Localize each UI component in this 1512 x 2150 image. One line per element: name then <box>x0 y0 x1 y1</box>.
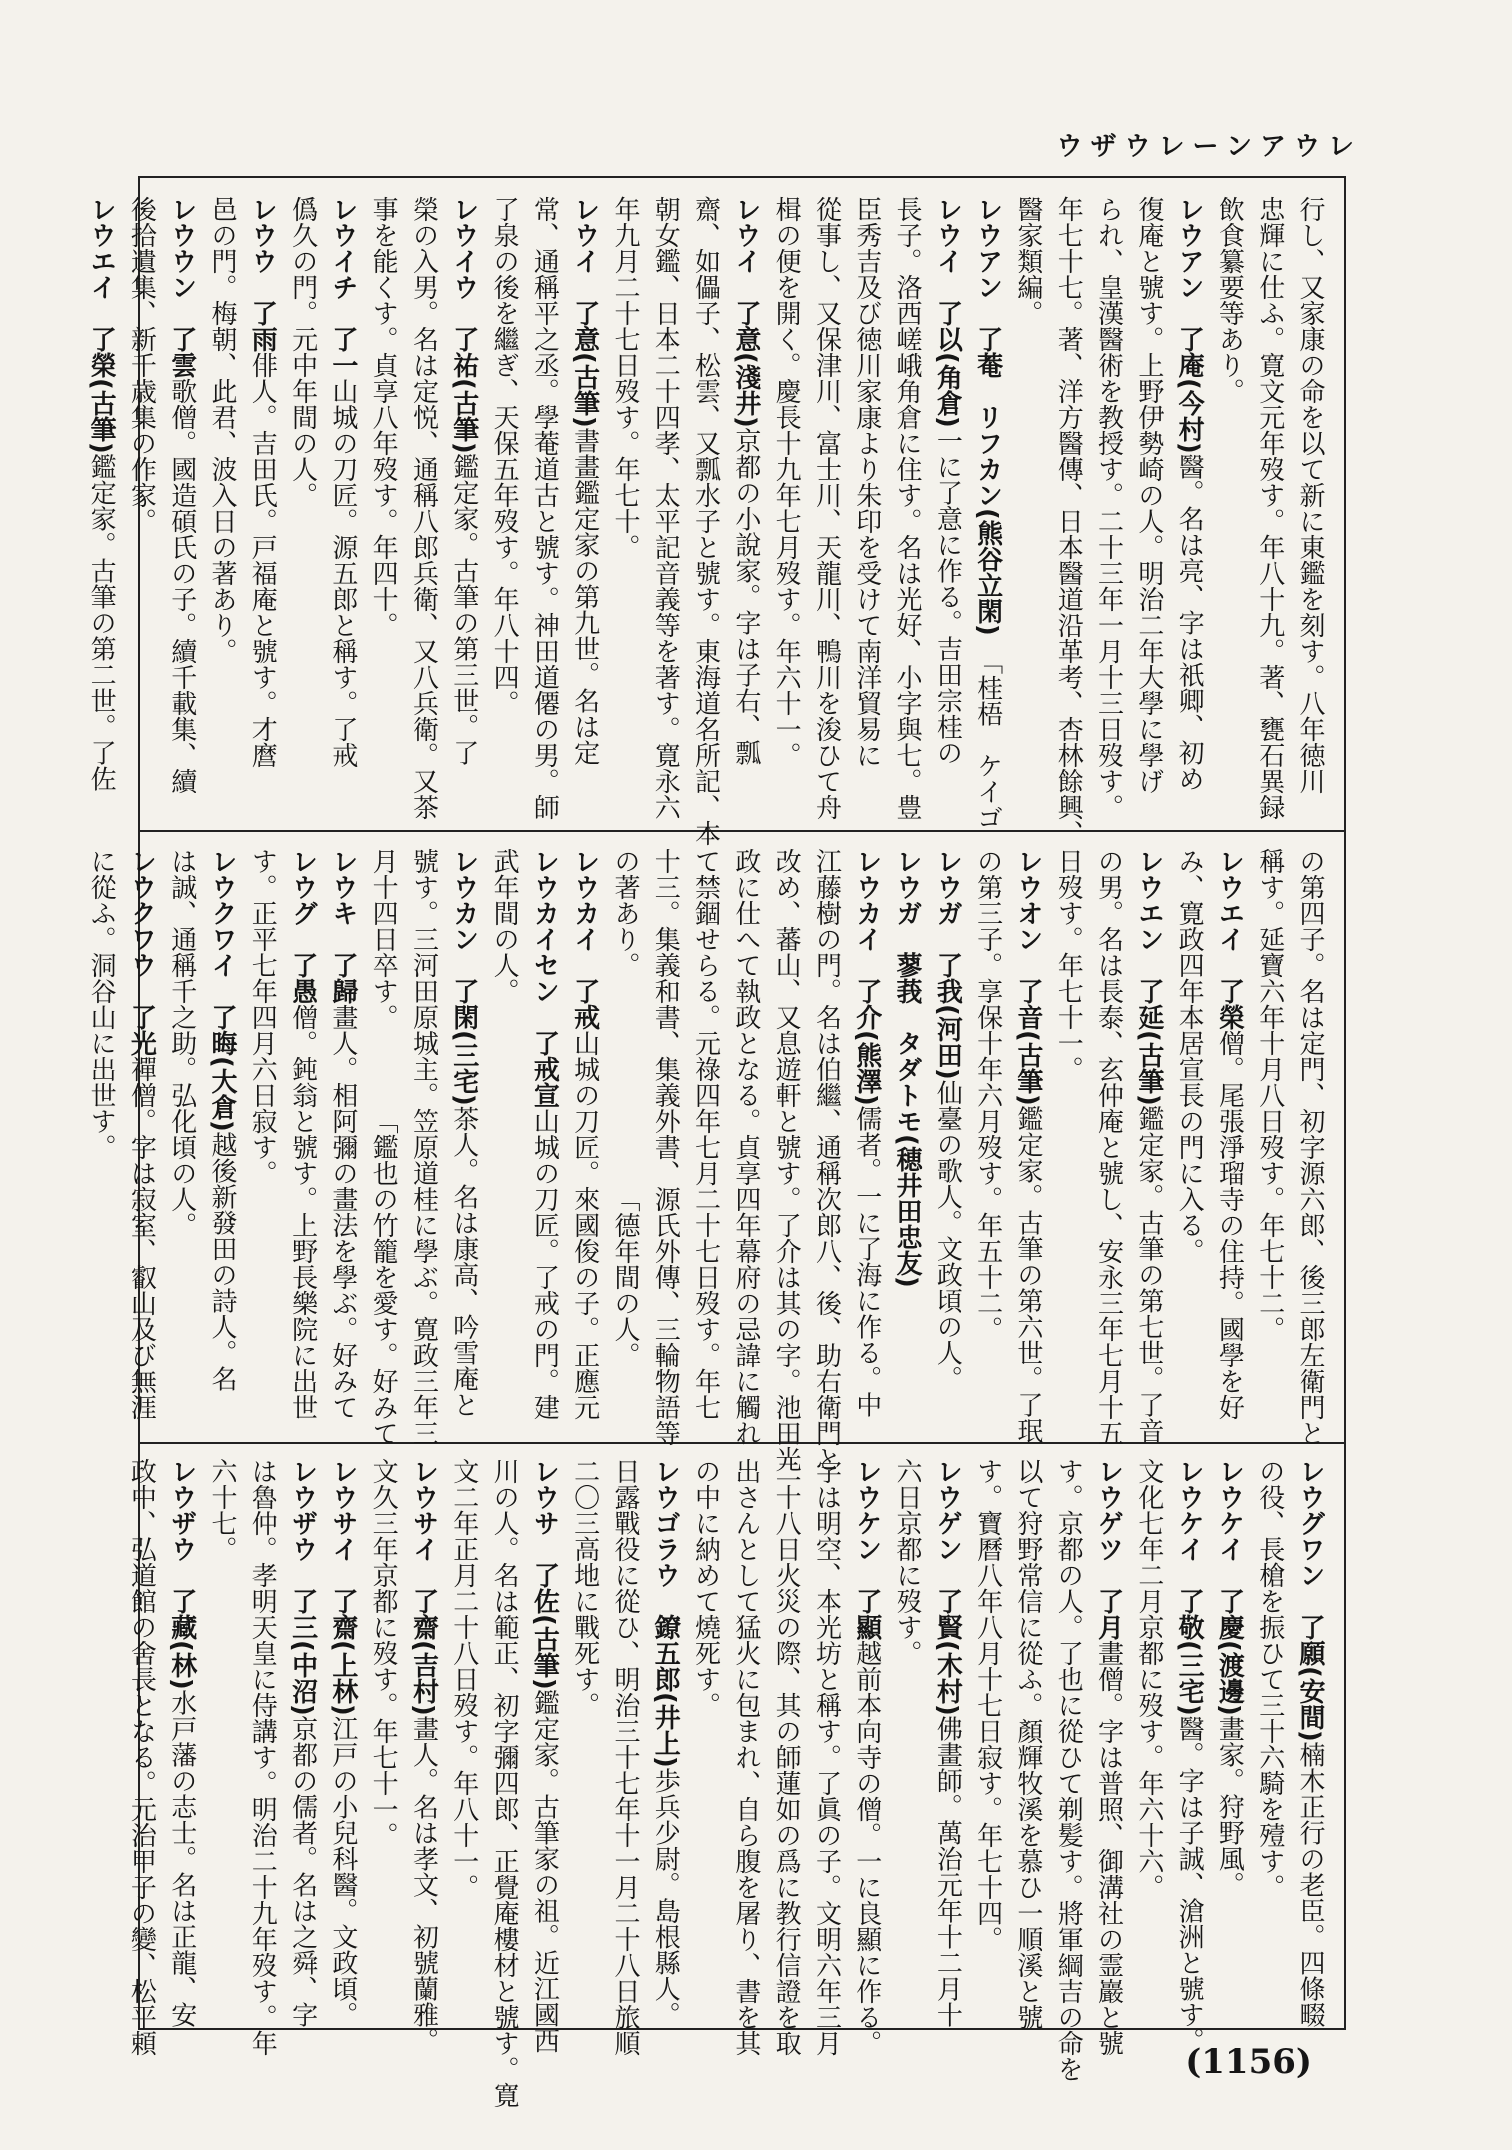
text-column <box>121 1458 161 2056</box>
text-column <box>282 1458 322 2028</box>
entry-headword: レウケン 了顯 <box>851 1458 882 1640</box>
text-column <box>1048 1458 1088 2082</box>
text-column <box>1048 848 1088 1426</box>
entry-text: 鑑定家。古筆の第六世。了珉 <box>1012 1105 1043 1444</box>
text-column <box>967 196 1007 831</box>
entry-text: の第四子。名は定門、初字源六郎、後三郎左衛門と <box>1295 848 1325 1446</box>
entry-headword: レウサイ 了齋(吉村) <box>408 1458 439 1716</box>
entry-text: の中に納めて燒死す。 <box>690 1458 721 1718</box>
text-column <box>242 1458 282 2056</box>
entry-headword: レウザウ 了藏(林) <box>166 1458 197 1690</box>
entry-headword: レウイ 了意(淺井) <box>730 196 761 428</box>
text-column <box>967 848 1007 1426</box>
entry-text: 月十四日卒す。 「鑑也の竹籠を愛す。好みて <box>368 848 399 1446</box>
entry-text: 「桂梧 ケイゴ <box>972 635 1003 831</box>
entry-text: 以て狩野常信に從ふ。顏輝牧溪を慕ひ一順溪と號 <box>1012 1458 1043 2030</box>
text-column <box>524 196 564 820</box>
text-column <box>1048 196 1088 846</box>
text-column <box>887 848 927 1426</box>
entry-text: 禪僧。字は寂室、叡山及び無涯 <box>126 1056 157 1420</box>
text-column <box>806 196 846 820</box>
entry-text: 號す。三河田原城主。笠原道桂に學ぶ。寛政三年三 <box>408 848 439 1446</box>
text-column <box>323 848 363 1426</box>
entry-text: に從ふ。洞谷山に出世す。 <box>86 848 117 1160</box>
text-column <box>927 196 967 814</box>
text-column <box>1290 1458 1330 2028</box>
text-column <box>1129 196 1169 814</box>
text-column <box>443 848 483 1426</box>
entry-text: 京都の小說家。字は子右、瓢 <box>730 427 761 766</box>
entry-text: 楠木正行の老臣。四條畷 <box>1295 1741 1325 2028</box>
entry-text: 僧。尾張淨瑠寺の住持。國學を好 <box>1214 1030 1245 1420</box>
entry-text: て禁錮せらる。元祿四年七月二十七日歿す。年七 <box>690 848 721 1420</box>
entry-text: の役、長槍を振ひて三十六騎を殪す。 <box>1254 1458 1285 1900</box>
entry-text: 從事し、又保津川、富士川、天龍川、鴨川を浚ひて舟 <box>811 196 842 820</box>
text-column <box>81 848 121 1426</box>
entry-headword: レウサ 了佐(古筆) <box>529 1458 560 1690</box>
entry-text: 二〇三高地に戰死す。 <box>569 1458 600 1718</box>
text-column <box>564 848 604 1426</box>
entry-text: 六日京都に歿す。 <box>892 1458 923 1666</box>
entry-text: 水戸藩の志士。名は正龍、安 <box>166 1689 197 2028</box>
entry-headword: レウグ 了愚 <box>287 848 318 1004</box>
text-column <box>1290 848 1330 1446</box>
text-column <box>1008 1458 1048 2030</box>
entry-text: 畫家。狩野風。 <box>1214 1715 1245 1898</box>
entry-text: 出さんとして猛火に包まれ、自ら腹を屠り、書を其 <box>730 1458 761 2056</box>
text-column <box>81 196 121 814</box>
entry-text: 邑の門。梅朝、此君、波入日の著あり。 <box>206 196 237 664</box>
text-column <box>1088 196 1128 820</box>
text-column <box>1008 196 1048 814</box>
entry-text: 長子。洛西嵯峨角倉に住す。名は光好、小字與七。豊 <box>892 196 923 820</box>
entry-band-middle <box>86 848 1330 1472</box>
entry-text: 年七十七。著、洋方醫傳、日本醫道沿革考、杏林餘興、 <box>1053 196 1084 846</box>
entry-text: 京都の儒者。名は之舜、字 <box>287 1715 318 2028</box>
entry-text: 榮の入男。名は定悦、通稱八郎兵衛、又八兵衛。又茶 <box>408 196 439 820</box>
entry-text: 鑑定家。古筆の第七世。了音 <box>1133 1105 1164 1444</box>
entry-text: 朝女鑑、日本二十四孝、太平記音義等を著す。寛永六 <box>650 196 681 820</box>
text-column <box>242 848 282 1426</box>
text-column <box>282 848 322 1426</box>
text-column <box>1088 1458 1128 2056</box>
entry-headword: レウエイ 了榮 <box>1214 848 1245 1030</box>
entry-text: す。正平七年四月六日寂す。 <box>247 848 278 1186</box>
entry-text: 醫。字は子誠、滄洲と號す。 <box>1174 1715 1205 2054</box>
entry-text: 越前本向寺の僧。一に良顯に作る。 <box>851 1640 882 2056</box>
entry-text: 六十七。 <box>206 1458 237 1562</box>
text-column <box>363 848 403 1446</box>
entry-headword: レウエイ 了榮(古筆) <box>86 196 117 454</box>
entry-text: 越後新發田の詩人。名 <box>206 1131 237 1392</box>
text-column <box>363 1458 403 2018</box>
running-header: ウザウレーンアウレ <box>1056 132 1362 162</box>
entry-text: す。寶曆八年八月十七日寂す。年七十四。 <box>972 1458 1003 1952</box>
text-column <box>806 1458 846 2056</box>
text-column <box>645 1458 685 2028</box>
text-column <box>1209 196 1249 814</box>
entry-headword: レウエン 了延(古筆) <box>1133 848 1164 1106</box>
entry-headword: レウカイ 了戒 <box>569 848 600 1030</box>
text-column <box>846 196 886 814</box>
text-column <box>1129 1458 1169 2018</box>
entry-headword: レウサイ 了齋(上林) <box>327 1458 358 1716</box>
text-column <box>564 1458 604 2018</box>
text-column <box>1008 848 1048 1444</box>
page-number: (1156) <box>1185 2042 1312 2082</box>
entry-text: 茶人。名は康高、吟雪庵と <box>448 1105 479 1418</box>
text-column <box>403 1458 443 2054</box>
text-column <box>605 196 645 814</box>
entry-text: 俳人。吉田氏。戸福庵と號す。才麿 <box>247 352 278 768</box>
entry-text: 鑑定家。古筆の第三世。了 <box>448 453 479 766</box>
text-column <box>806 848 846 1472</box>
entry-text: 僧。鈍翁と號す。上野長樂院に出世 <box>287 1004 318 1420</box>
entry-text: 後拾遺集、新千歳集の作家。 <box>126 196 157 534</box>
entry-text: 畫僧。字は普照、御溝社の霊巖と號 <box>1093 1640 1124 2056</box>
entry-text: 文久三年京都に歿す。年七十一。 <box>368 1458 399 1848</box>
text-column <box>605 848 645 1426</box>
entry-text: 楫の便を開く。慶長十九年七月歿す。年六十一。 <box>771 196 802 768</box>
entry-text: 文化七年二月京都に歿す。年六十六。 <box>1133 1458 1164 1900</box>
entry-headword: レウキ 了歸 <box>327 848 358 1004</box>
entry-text: 畫人。相阿彌の畫法を學ぶ。好みて <box>327 1004 358 1420</box>
text-column <box>1169 1458 1209 2054</box>
entry-headword: レウイ 了意(古筆) <box>569 196 600 428</box>
text-column <box>363 196 403 814</box>
text-column <box>202 848 242 1426</box>
text-column <box>887 1458 927 2018</box>
entry-text: 醫。名は亮、字は祇卿、初め <box>1174 453 1205 792</box>
entry-headword: レウガ 了我(河田) <box>932 848 963 1080</box>
text-column <box>202 196 242 814</box>
entry-text: 忠輝に仕ふ。寛文元年歿す。年八十九。著、甕石異録 <box>1254 196 1285 820</box>
text-column <box>484 848 524 1426</box>
text-column <box>726 848 766 1446</box>
text-column <box>564 196 604 814</box>
entry-text: 武年間の人。 <box>489 848 520 1004</box>
entry-text: み、寛政四年本居宣長の門に入る。 <box>1174 848 1205 1264</box>
text-column <box>645 196 685 820</box>
entry-text: 字は明空、本光坊と稱す。了眞の子。文明六年三月 <box>811 1458 842 2056</box>
entry-headword: レウウン 了雲 <box>166 196 197 378</box>
entry-text: 十三。集義和書、集義外書、源氏外傳、三輪物語等 <box>650 848 681 1446</box>
text-column <box>1209 848 1249 1426</box>
entry-text: 復庵と號す。上野伊勢崎の人。明治二年大學に學げ <box>1133 196 1164 794</box>
text-column <box>443 196 483 814</box>
entry-text: 醫家類編。 <box>1012 196 1043 326</box>
entry-text: 政に仕へて執政となる。貞享四年幕府の忌諱に觸れ <box>730 848 761 1446</box>
entry-text: 書畫鑑定家の第九世。名は定 <box>569 427 600 766</box>
text-column <box>403 196 443 820</box>
entry-headword: レウアン 了庵(今村) <box>1174 196 1205 454</box>
text-column <box>484 1458 524 2108</box>
entry-band-top <box>86 196 1330 846</box>
text-column <box>323 1458 363 2028</box>
entry-headword: レウゲン 了賢(木村) <box>932 1458 963 1716</box>
entry-text: 山城の刀匠。了戒の門。建 <box>529 1108 560 1420</box>
text-column <box>403 848 443 1446</box>
text-column <box>202 1458 242 2018</box>
entry-headword: レウケイ 了敬(三宅) <box>1174 1458 1205 1716</box>
entry-text: 僞久の門。元中年間の人。 <box>287 196 318 508</box>
text-column <box>927 1458 967 2028</box>
entry-text: 江藤樹の門。名は伯繼、通稱次郎八、後、助右衛門と <box>811 848 842 1472</box>
text-column <box>1209 1458 1249 2018</box>
text-column <box>161 848 201 1426</box>
text-column <box>1249 848 1289 1426</box>
entry-text: す。京都の人。了也に從ひて剃髪す。將軍綱吉の命を <box>1053 1458 1084 2082</box>
text-column <box>685 196 725 846</box>
entry-headword: レウアン 了菴 リフカン(熊谷立閑) <box>972 196 1003 636</box>
entry-headword: レウゲツ 了月 <box>1093 1458 1124 1640</box>
text-column <box>726 1458 766 2056</box>
text-column <box>121 848 161 1426</box>
entry-headword: レウガ 蓼莪 タダトモ(穂井田忠友) <box>892 848 923 1288</box>
entry-headword: レウクワイ 了晦(大倉) <box>206 848 237 1132</box>
text-column <box>484 196 524 814</box>
entry-text: の男。名は長泰、玄仲庵と號し、安永三年七月十五 <box>1093 848 1124 1446</box>
entry-text: 鑑定家。古筆の第二世。了佐 <box>86 453 117 792</box>
entry-text: 了泉の後を繼ぎ、天保五年歿す。年八十四。 <box>489 196 520 716</box>
entry-headword: レウクワウ 了光 <box>126 848 157 1056</box>
text-column <box>1249 1458 1289 2018</box>
text-column <box>1088 848 1128 1446</box>
entry-text: 改め、蕃山、又息遊軒と號す。了介は其の字。池田光 <box>771 848 802 1472</box>
entry-headword: レウイ 了以(角倉) <box>932 196 963 428</box>
text-column <box>887 196 927 820</box>
entry-headword: レウイチ 了一 <box>327 196 358 378</box>
text-column <box>524 1458 564 2054</box>
text-column <box>161 196 201 814</box>
text-column <box>685 848 725 1426</box>
entry-text: 臣秀吉及び徳川家康より朱印を受けて南洋貿易に <box>851 196 882 768</box>
text-column <box>242 196 282 814</box>
text-column <box>161 1458 201 2028</box>
text-column <box>605 1458 645 2056</box>
text-column <box>443 1458 483 2018</box>
entry-headword: レウザウ 了三(中沼) <box>287 1458 318 1716</box>
entry-text: られ、皇漢醫術を教授す。二十三年一月十三日歿す。 <box>1093 196 1124 820</box>
entry-text: 事を能くす。貞享八年歿す。年四十。 <box>368 196 399 638</box>
text-column <box>766 848 806 1472</box>
entry-headword: レウゴラウ 鐐五郎(井上) <box>650 1458 681 1768</box>
entry-headword: レウカイ 了介(熊澤) <box>851 848 882 1106</box>
entry-text: は誠、通稱千之助。弘化頃の人。 <box>166 848 197 1238</box>
band-divider <box>140 830 1344 832</box>
entry-text: 年九月二十七日歿す。年七十。 <box>609 196 640 560</box>
entry-headword: レウカン 了閑(三宅) <box>448 848 479 1106</box>
text-column <box>685 1458 725 2018</box>
text-column <box>846 848 886 1426</box>
entry-text: 歌僧。國造碩氏の子。續千載集、續 <box>166 378 197 794</box>
entry-text: の第三子。享保十年六月歿す。年五十二。 <box>972 848 1003 1342</box>
text-column <box>766 196 806 814</box>
text-column <box>1129 848 1169 1444</box>
entry-text: 畫人。名は孝文、初號蘭雅。 <box>408 1715 439 2054</box>
entry-text: 政中、弘道館の舍長となる。元治甲子の變、松平頼 <box>126 1458 157 2056</box>
entry-headword: レウオン 了音(古筆) <box>1012 848 1043 1106</box>
text-column <box>927 848 967 1426</box>
entry-text: 齋、如儡子、松雲、又瓢水子と號す。東海道名所記、本 <box>690 196 721 846</box>
entry-text: 鑑定家。古筆家の祖。近江國西 <box>529 1689 560 2054</box>
entry-text: 常、通稱平之丞。學菴道古と號す。神田道僊の男。師 <box>529 196 560 820</box>
entry-headword: レウイウ 了祐(古筆) <box>448 196 479 454</box>
entry-text: の著あり。 「德年間の人。 <box>609 848 640 1368</box>
entry-text: 行し、又家康の命を以て新に東鑑を刻す。八年徳川 <box>1295 196 1325 794</box>
entry-text: 一に了意に作る。吉田宗桂の <box>932 427 963 766</box>
text-column <box>323 196 363 814</box>
entry-text: 二十八日火災の際、其の師蓮如の爲に教行信證を取 <box>771 1458 802 2056</box>
entry-text: 川の人。名は範正、初字彌四郎、正覺庵樓材と號す。寛 <box>489 1458 520 2108</box>
text-column <box>1169 848 1209 1426</box>
text-column <box>967 1458 1007 2018</box>
text-column <box>846 1458 886 2056</box>
entry-text: 日歿す。年七十一。 <box>1053 848 1084 1082</box>
entry-text: 儒者。一に了海に作る。中 <box>851 1105 882 1418</box>
entry-text: 日露戰役に從ひ、明治三十七年十一月二十八日旅順 <box>609 1458 640 2056</box>
entry-headword: レウカイセン 了戒宣 <box>529 848 560 1108</box>
entry-text: 佛畫師。萬治元年十二月十 <box>932 1715 963 2028</box>
entry-headword: レウウ 了雨 <box>247 196 278 352</box>
text-column <box>282 196 322 814</box>
entry-headword: レウグワン 了願(安間) <box>1295 1458 1325 1742</box>
text-column <box>645 848 685 1446</box>
text-column <box>121 196 161 814</box>
text-column <box>1169 196 1209 814</box>
entry-text: 稱す。延寶六年十月八日歿す。年七十二。 <box>1254 848 1285 1342</box>
entry-text: 歩兵少尉。島根縣人。 <box>650 1767 681 2028</box>
text-column <box>524 848 564 1426</box>
entry-text: 山城の刀匠。源五郎と稱す。了戒 <box>327 378 358 768</box>
entry-text: 江戸の小兒科醫。文政頃。 <box>327 1715 358 2028</box>
text-column <box>1290 196 1330 814</box>
text-column <box>766 1458 806 2056</box>
entry-text: は魯仲。孝明天皇に侍講す。明治二十九年歿す。年 <box>247 1458 278 2056</box>
entry-headword: レウケイ 了慶(渡邊) <box>1214 1458 1245 1716</box>
text-column <box>1249 196 1289 820</box>
text-column <box>726 196 766 814</box>
entry-text: 山城の刀匠。來國俊の子。正應元 <box>569 1030 600 1420</box>
entry-text: 飲食纂要等あり。 <box>1214 196 1245 404</box>
entry-text: 文二年正月二十八日歿す。年八十一。 <box>448 1458 479 1900</box>
entry-text: 仙臺の歌人。文政頃の人。 <box>932 1079 963 1392</box>
